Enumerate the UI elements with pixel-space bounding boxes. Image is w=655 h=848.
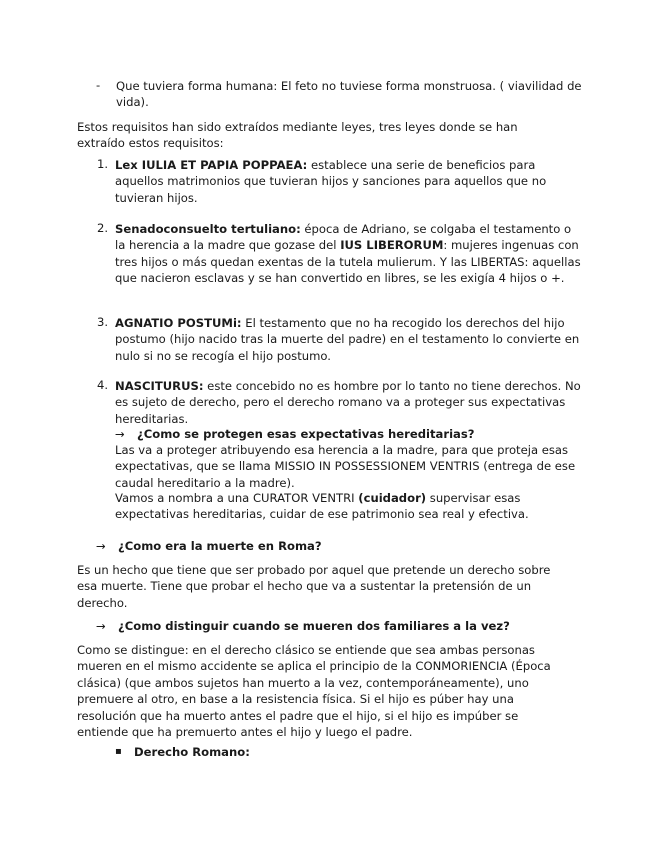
question-title: ¿Como distinguir cuando se mueren dos familiares a la vez? [118,619,510,633]
item-text: este concebido no es hombre por lo tanto no tiene derechos. No es sujeto de derecho, pero el derecho romano va a proteger sus expectativas hereditarias. [115,379,581,426]
list-item-3 [115,315,585,364]
item-text: El testamento que no ha recogido los derechos del hijo postumo (hijo nacido tras la muerte del padre) en el testamento lo convierte en nulo si no se recogía el hijo postumo. [115,316,580,363]
bullet-item-title: Derecho Romano: [134,745,250,759]
arrow-icon: → [96,539,106,553]
question-heading-2 [96,618,596,634]
item-text: : mujeres ingenuas con tres hijos o más quedan exentas de la tutela mulierum. Y las LIBERTAS: aquellas que nacieron esclavas y se han convertido en libres, se les exigía 4 hijos o +. [115,238,581,286]
item-title: Lex IULIA ET PAPIA POPPAEA: [115,158,308,172]
item-number: 4. [97,378,109,392]
bullet-icon: ▪ [115,746,122,757]
sub-question-paragraph: Las va a proteger atribuyendo esa herencia a la madre, para que proteja esas expectativas, que se llama MISSIO IN POSSESSIONEM VENTRIS (entrega de ese caudal hereditario a la madre). [115,443,576,490]
bullet-item [134,744,434,760]
arrow-icon: → [96,619,106,633]
dash-marker: - [96,78,101,92]
list-item-4 [115,378,585,427]
item-text: época de Adriano, se colgaba el testamento o la herencia a la madre que gozase del [115,222,572,253]
question-answer-2: Como se distingue: en el derecho clásico se entiende que sea ambas personas mueren en el mismo accidente se aplica el principio de la CONMORIENCIA (Época clásica) (que ambos sujetos han muerto a la vez, contemporáneamente), uno premuere al otro, en base a la resistencia física. Si el hijo es púber hay una resolución que ha muerto antes el padre que el hijo, si el hijo es impúber se entiende que ha premuerto antes el hijo y luego el padre. [77,643,551,740]
item-title: NASCITURUS: [115,379,204,393]
item-title: AGNATIO POSTUMi: [115,316,242,330]
item-title: Senadoconsuelto tertuliano: [115,222,301,236]
item-number: 2. [97,221,109,235]
sub-question-title: ¿Como se protegen esas expectativas hereditarias? [137,427,475,441]
dash-item-text: Que tuviera forma humana: El feto no tuviese forma monstruosa. ( viavilidad de vida). [116,79,582,110]
question-heading-1 [96,538,576,554]
intro-paragraph: Estos requisitos han sido extraídos mediante leyes, tres leyes donde se han extraído estos requisitos: [77,120,518,151]
item-number: 3. [97,315,109,329]
list-item-2 [115,221,585,287]
item-number: 1. [97,157,109,171]
list-item-1 [115,157,585,206]
item-text: establece una serie de beneficios para aquellos matrimonios que tuvieran hijos y sanciones para aquellos que no tuvieran hijos. [115,158,547,205]
sub-question-heading [115,426,585,442]
bold-term: (cuidador) [358,491,427,505]
sub-question-paragraph-2 [115,490,585,523]
bold-term: IUS LIBERORUM [340,238,444,253]
paragraph-text: supervisar esas expectativas hereditarias, cuidar de ese patrimonio sea real y efectiva. [115,491,529,522]
question-title: ¿Como era la muerte en Roma? [118,539,322,553]
paragraph-text: Vamos a nombra a una CURATOR VENTRI [115,491,359,505]
question-answer-1: Es un hecho que tiene que ser probado por aquel que pretende un derecho sobre esa muerte. Tiene que probar el hecho que va a sustentar la pretensión de un derecho. [77,563,551,610]
arrow-icon: → [115,427,125,441]
